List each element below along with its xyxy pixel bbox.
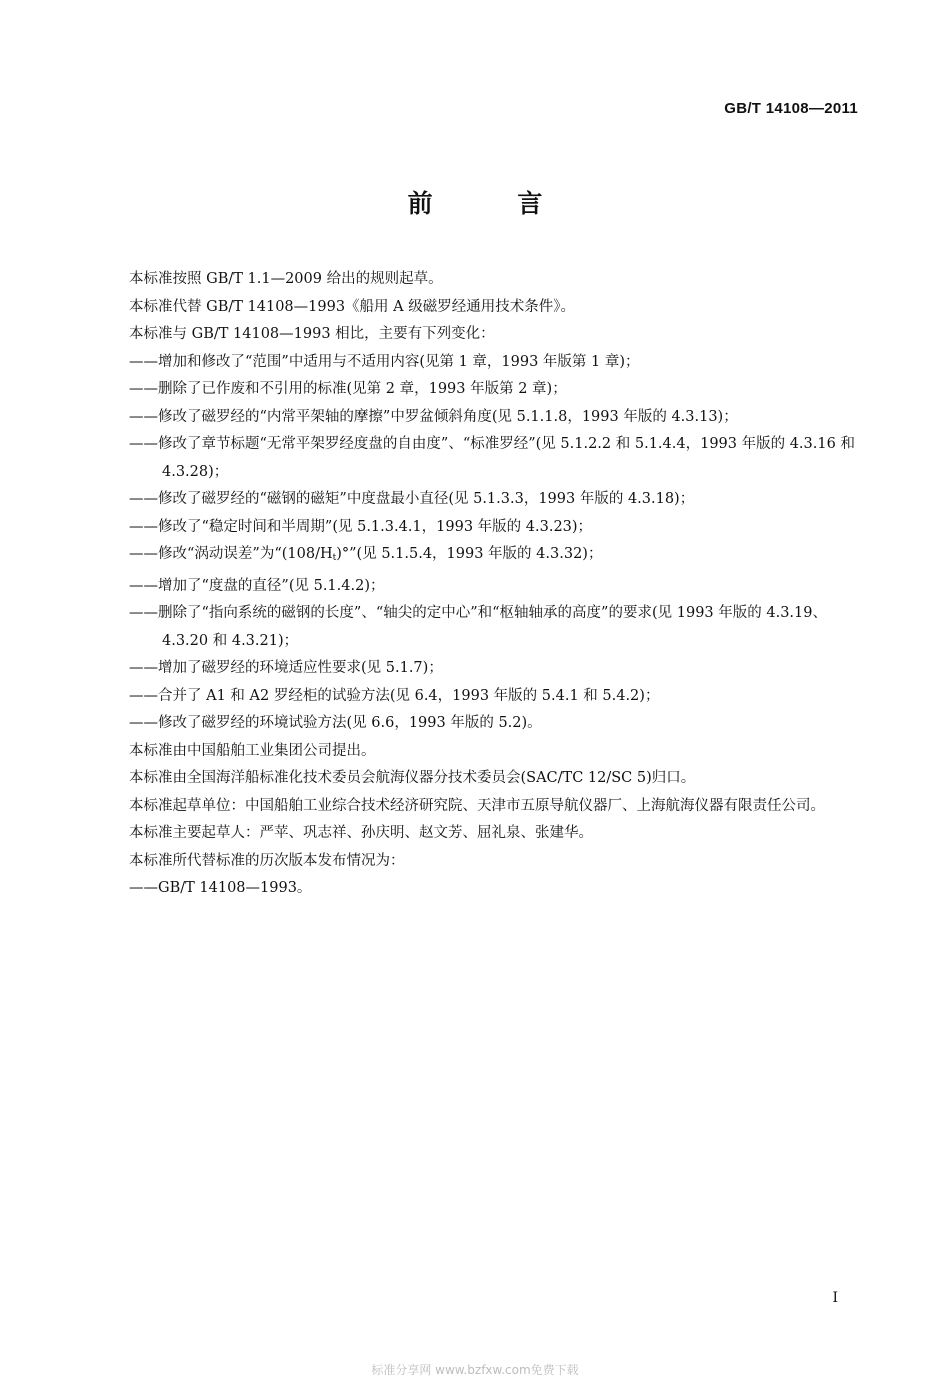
change-item-gimbal-friction: ——修改了磁罗经的“内常平架轴的摩擦”中罗盆倾斜角度(见 5.1.1.8，1993 年版的 4.3.13)； [129,408,738,425]
change-item-scope: ——增加和修改了“范围”中适用与不适用内容(见第 1 章，1993 年版第 1 章)； [129,353,640,370]
vortex-item-tail: )°”(见 5.1.5.4，1993 年版的 4.3.32)； [336,546,603,562]
paragraph-committee: 本标准由全国海洋船标准化技术委员会航海仪器分技术委员会(SAC/TC 12/SC 5)归口。 [129,770,696,786]
change-item-settling-time: ——修改了“稳定时间和半周期”(见 5.1.3.4.1，1993 年版的 4.3.23)； [129,518,593,535]
paragraph-history-intro: 本标准所代替标准的历次版本发布情况为： [129,852,405,869]
watermark: 标准分享网 www.bzfxw.com免费下载 [371,1363,579,1377]
standard-code: GB/T 14108—2011 [724,100,858,117]
paragraph-drafting-rules: 本标准按照 GB/T 1.1—2009 给出的规则起草。 [129,271,443,287]
change-item-environment: ——增加了磁罗经的环境适应性要求(见 5.1.7)； [129,660,443,676]
paragraph-changes-intro: 本标准与 GB/T 14108—1993 相比，主要有下列变化： [129,326,495,342]
vortex-item-subscript: t [332,553,337,563]
change-item-magnet-moment: ——修改了磁罗经的“磁钢的磁矩”中度盘最小直径(见 5.1.3.3，1993 年版的 4.3.18)； [129,491,695,507]
page-title: 前 言 [407,189,581,218]
paragraph-replaces: 本标准代替 GB/T 14108—1993《船用 A 级磁罗经通用技术条件》。 [129,298,575,315]
change-item-card-diameter: ——增加了“度盘的直径”(见 5.1.4.2)； [129,577,385,594]
vortex-item-head: ——修改“涡动误差”为“(108/H [129,546,333,562]
paragraph-drafters: 本标准主要起草人：严苹、巩志祥、孙庆明、赵文芳、屈礼泉、张建华。 [129,825,593,841]
paragraph-proposer: 本标准由中国船舶工业集团公司提出。 [129,742,376,759]
foreword-body [96,266,858,903]
change-item-references: ——删除了已作废和不引用的标准(见第 2 章，1993 年版第 2 章)； [129,381,567,397]
page-number: I [832,1290,838,1306]
history-item: ——GB/T 14108—1993。 [129,880,312,896]
paragraph-drafting-units: 本标准起草单位：中国船舶工业综合技术经济研究院、天津市五原导航仪器厂、上海航海仪器有限责任公司。 [129,797,825,814]
change-item-vortex-error [96,541,858,573]
change-item-environment-tests: ——修改了磁罗经的环境试验方法(见 6.6，1993 年版的 5.2)。 [129,715,542,731]
change-item-section-titles: ——修改了章节标题“无常平架罗经度盘的自由度”、“标准罗经”(见 5.1.2.2 和 5.1.4.4，1993 年版的 4.3.16 和 4.3.28)； [129,436,855,480]
change-item-removed-requirements: ——删除了“指向系统的磁钢的长度”、“轴尖的定中心”和“枢轴轴承的高度”的要求(见 1993 年版的 4.3.19、4.3.20 和 4.3.21)； [129,605,827,649]
change-item-binnacle-tests: ——合并了 A1 和 A2 罗经柜的试验方法(见 6.4，1993 年版的 5.4.1 和 5.4.2)； [129,687,660,704]
